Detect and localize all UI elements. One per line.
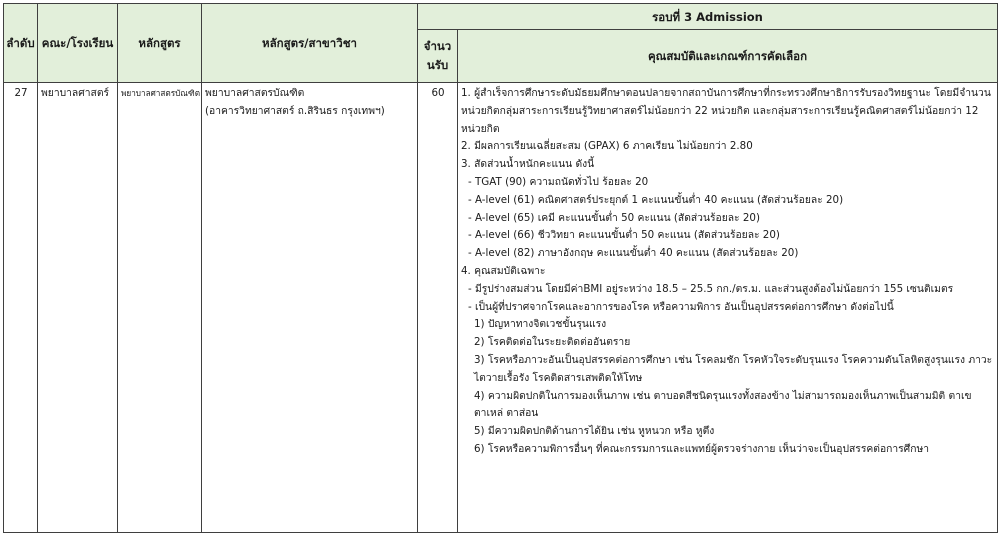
header-criteria: คุณสมบัติและเกณฑ์การคัดเลือก <box>458 30 998 83</box>
criteria-item: 2) โรคติดต่อในระยะติดต่ออันตราย <box>474 336 631 349</box>
header-seats-label: จำนวนรับ <box>423 39 452 72</box>
row-program <box>202 83 418 533</box>
row-course: พยาบาลศาสตรบัณฑิต <box>118 83 202 533</box>
criteria-item: - เป็นผู้ที่ปราศจากโรคและอาการของโรค หรือความพิการ อันเป็นอุปสรรคต่อการศึกษา ดังต่อไปนี้ <box>468 300 894 313</box>
criteria-item: 4) ความผิดปกติในการมองเห็นภาพ เช่น ตาบอดสีชนิดรุนแรงทั้งสองข้าง ไม่สามารถมองเห็นภาพเป็นสามมิติ ตาเขตาเหล่ ตาส่อน <box>474 389 972 420</box>
row-faculty: พยาบาลศาสตร์ <box>38 83 118 533</box>
header-seats <box>418 30 458 83</box>
criteria-item: 3) โรคหรือภาวะอันเป็นอุปสรรคต่อการศึกษา เช่น โรคลมชัก โรคหัวใจระดับรุนแรง โรคความดันโลหิตสูงรุนแรง ภาวะไตวายเรื้อรัง โรคติดสารเสพติดให้โทษ <box>474 353 993 384</box>
criteria-item: 2. มีผลการเรียนเฉลี่ยสะสม (GPAX) 6 ภาคเรียน ไม่น้อยกว่า 2.80 <box>461 140 753 153</box>
program-location: (อาคารวิทยาศาสตร์ ถ.สิรินธร กรุงเทพฯ) <box>205 104 385 117</box>
criteria-item: - TGAT (90) ความถนัดทั่วไป ร้อยละ 20 <box>468 175 649 188</box>
criteria-item: 1. ผู้สำเร็จการศึกษาระดับมัธยมศึกษาตอนปลายจากสถาบันการศึกษาที่กระทรวงศึกษาธิการรับรองวิทยฐานะ โดยมีจำนวนหน่วยกิตกลุ่มสาระการเรียนรู้วิทยาศาสตร์ไม่น้อยกว่า 22 หน่วยกิต และกลุ่มสาระการเรียนรู้คณิตศาสตร์ไม่น้อยกว่า 12 หน่วยกิต <box>461 87 991 135</box>
criteria-item: 4. คุณสมบัติเฉพาะ <box>461 264 546 277</box>
header-faculty: คณะ/โรงเรียน <box>38 4 118 83</box>
criteria-item: 1) ปัญหาทางจิตเวชขั้นรุนแรง <box>474 318 607 331</box>
header-no: ลำดับ <box>4 4 38 83</box>
criteria-item: - A-level (82) ภาษาอังกฤษ คะแนนขั้นต่ำ 40 คะแนน (สัดส่วนร้อยละ 20) <box>468 247 799 260</box>
criteria-item: - A-level (66) ชีววิทยา คะแนนขั้นต่ำ 50 คะแนน (สัดส่วนร้อยละ 20) <box>468 229 780 242</box>
row-seats: 60 <box>418 83 458 533</box>
criteria-item: 3. สัดส่วนน้ำหนักคะแนน ดังนี้ <box>461 158 595 171</box>
criteria-item: - A-level (65) เคมี คะแนนขั้นต่ำ 50 คะแนน (สัดส่วนร้อยละ 20) <box>468 211 760 224</box>
criteria-item: 6) โรคหรือความพิการอื่นๆ ที่คณะกรรมการและแพทย์ผู้ตรวจร่างกาย เห็นว่าจะเป็นอุปสรรคต่อการศึกษา <box>474 442 930 455</box>
criteria-item: - A-level (61) คณิตศาสตร์ประยุกต์ 1 คะแนนขั้นต่ำ 40 คะแนน (สัดส่วนร้อยละ 20) <box>468 193 844 206</box>
header-round: รอบที่ 3 Admission <box>418 4 998 30</box>
row-criteria <box>458 83 998 533</box>
header-course: หลักสูตร <box>118 4 202 83</box>
admission-table <box>3 3 998 533</box>
row-no: 27 <box>4 83 38 533</box>
header-program: หลักสูตร/สาขาวิชา <box>202 4 418 83</box>
program-name: พยาบาลศาสตรบัณฑิต <box>205 87 305 99</box>
criteria-item: 5) มีความผิดปกติด้านการได้ยิน เช่น หูหนวก หรือ หูตึง <box>474 425 715 438</box>
criteria-item: - มีรูปร่างสมส่วน โดยมีค่าBMI อยู่ระหว่าง 18.5 – 25.5 กก./ตร.ม. และส่วนสูงต้องไม่น้อยกว่า 155 เซนติเมตร <box>468 282 954 295</box>
table-row <box>4 83 998 533</box>
